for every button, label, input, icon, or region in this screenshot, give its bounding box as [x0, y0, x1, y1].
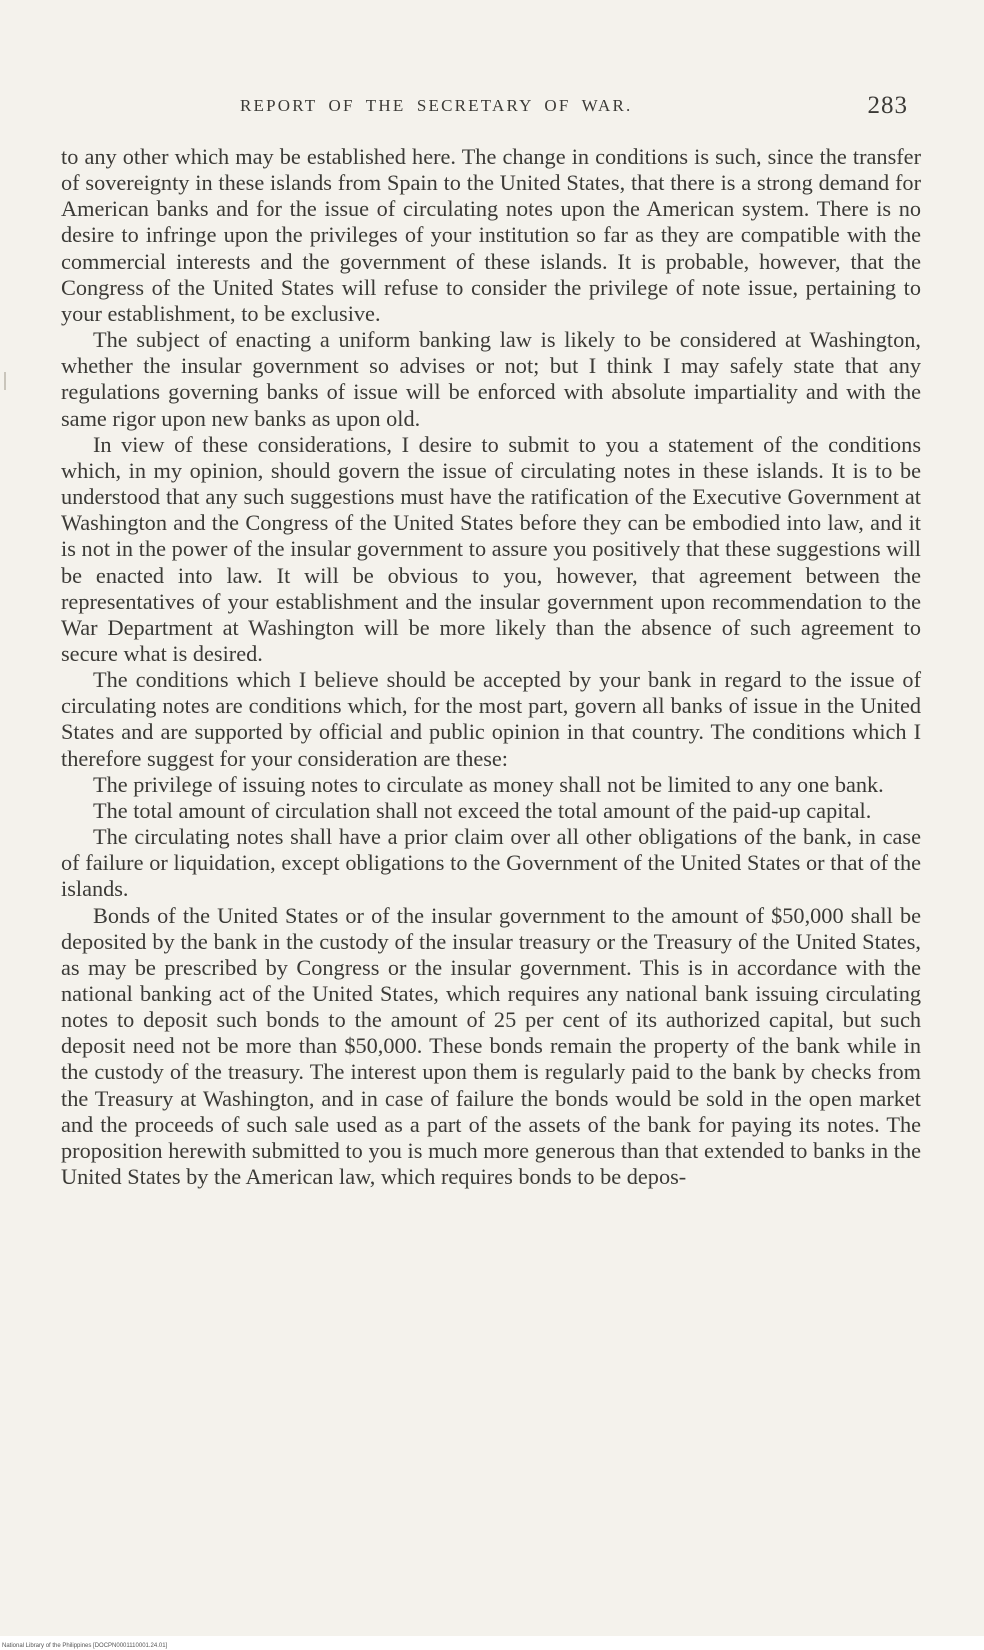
paragraph-condition-circulation: The total amount of circulation shall not exceed the total amount of the paid-up capital. — [93, 797, 872, 823]
paragraph-continuation: to any other which may be established here. The change in conditions is such, since the transfer of sovereignty in these islands from Spain to the United States, that there is a strong demand for American banks and for the issue of circulating notes upon the American system. There is no desire to infringe upon the privileges of your institution so far as they are compatible with the commercial interests and the government of these islands. It is probable, however, that the Congress of the United States will refuse to consider the privilege of note issue, pertaining to your establishment, to be exclusive. — [61, 144, 921, 326]
paragraph-condition-privilege: The privilege of issuing notes to circulate as money shall not be limited to any one bank. — [93, 771, 884, 797]
footer-credit: National Library of the Philippines [DOCPN0001110001.24.01] — [2, 1643, 168, 1649]
running-head — [60, 92, 908, 122]
scan-footer — [0, 1636, 984, 1650]
paragraph-considerations: In view of these considerations, I desire to submit to you a statement of the conditions which, in my opinion, should govern the issue of circulating notes in these islands. It is to be understood that any such suggestions must have the ratification of the Executive Government at Washington and the Congress of the United States before they can be embodied into law, and it is not in the power of the insular government to assure you positively that these suggestions will be enacted into law. It will be obvious to you, however, that agreement between the representatives of your establishment and the insular government upon recommendation to the War Department at Washington will be more likely than the absence of such agreement to secure what is desired. — [61, 431, 921, 666]
paragraph-condition-prior-claim: The circulating notes shall have a prior claim over all other obligations of the bank, in case of failure or liquidation, except obligations to the Government of the United States or that of the islands. — [61, 824, 921, 902]
scan-speck — [4, 372, 6, 390]
paragraph-condition-bonds: Bonds of the United States or of the insular government to the amount of $50,000 shall be deposited by the bank in the custody of the insular treasury or the Treasury of the United States, as may be prescribed by Congress or the insular government. This is in accordance with the national banking act of the United States, which requires any national bank issuing circulating notes to deposit such bonds to the amount of 25 per cent of its authorized capital, but such deposit need not be more than $50,000. These bonds remain the property of the bank while in the custody of the treasury. The interest upon them is regularly paid to the bank by checks from the Treasury at Washington, and in case of failure the bonds would be sold in the open market and the proceeds of such sale used as a part of the assets of the bank for paying its notes. The proposition herewith submitted to you is much more generous than that extended to banks in the United States by the American law, which requires bonds to be depos- — [61, 902, 921, 1190]
body-text — [61, 144, 921, 1190]
page-number: 283 — [867, 92, 908, 119]
paragraph-banking-law: The subject of enacting a uniform banking law is likely to be considered at Washington, whether the insular government so advises or not; but I think I may safely state that any regulations governing banks of issue will be enforced with absolute impartiality and with the same rigor upon new banks as upon old. — [61, 327, 921, 431]
running-title: REPORT OF THE SECRETARY OF WAR. — [240, 96, 633, 115]
paragraph-conditions-intro: The conditions which I believe should be accepted by your bank in regard to the issue of circulating notes are conditions which, for the most part, govern all banks of issue in the United States and are supported by official and public opinion in that country. The conditions which I therefore suggest for your consideration are these: — [61, 667, 921, 771]
